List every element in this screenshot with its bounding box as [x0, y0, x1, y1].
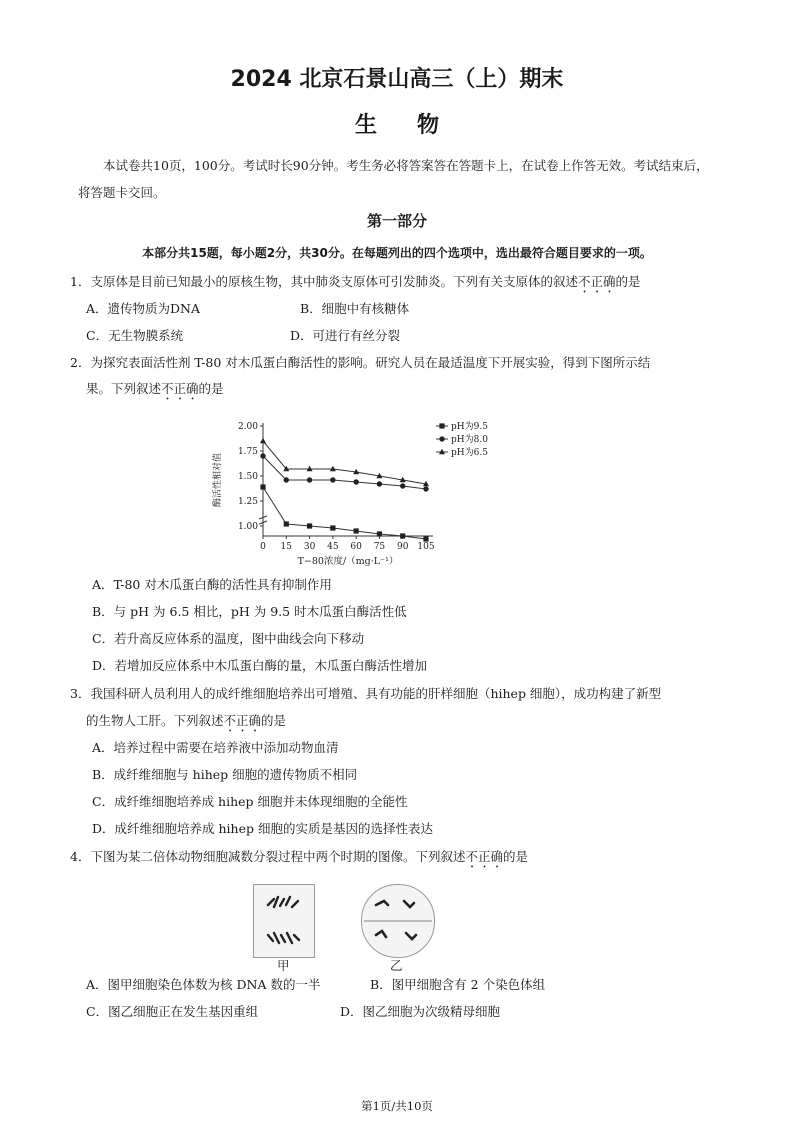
emphasis-mark: 不正确 — [577, 274, 616, 289]
legend-label: pH为6.5 — [451, 448, 488, 458]
enzyme-activity-chart — [208, 408, 508, 568]
question-3-stem-line1: 3．我国科研人员利用人的成纤维细胞培养出可增殖、具有功能的肝样细胞（hihep 细胞），成功构建了新型 — [70, 686, 662, 701]
y-ticks — [238, 422, 263, 532]
series-lines — [260, 438, 429, 542]
question-2-stem-line1: 2．为探究表面活性剂 T-80 对木瓜蛋白酶活性的影响。研究人员在最适温度下开展实验，得到下图所示结 — [70, 355, 651, 370]
data-point — [354, 528, 359, 533]
q2-option-c: C．若升高反应体系的温度，图中曲线会向下移动 — [92, 631, 365, 646]
x-tick-label: 30 — [303, 542, 316, 552]
legend-label: pH为9.5 — [451, 422, 488, 432]
q3-option-d: D．成纤维细胞培养成 hihep 细胞的实质是基因的选择性表达 — [92, 821, 433, 836]
y-tick-label: 1.25 — [237, 497, 258, 507]
data-point — [377, 531, 382, 536]
q1-option-b: B．细胞中有核糖体 — [300, 301, 410, 316]
x-tick-label: 45 — [327, 542, 339, 552]
y-tick-label: 1.75 — [237, 447, 258, 457]
data-point — [377, 481, 382, 486]
y-axis-label: 酶活性相对值 — [213, 452, 223, 508]
data-point — [330, 477, 335, 482]
data-point — [400, 533, 405, 538]
data-point — [284, 477, 289, 482]
q2-option-b: B．与 pH 为 6.5 相比，pH 为 9.5 时木瓜蛋白酶活性低 — [92, 604, 407, 619]
part-instructions: 本部分共15题，每小题2分，共30分。在每题列出的四个选项中，选出最符合题目要求的一项。 — [142, 246, 652, 260]
part-title: 第一部分 — [366, 212, 427, 230]
q2-option-d: D．若增加反应体系中木瓜蛋白酶的量，木瓜蛋白酶活性增加 — [92, 658, 428, 673]
q3-option-c: C．成纤维细胞培养成 hihep 细胞并未体现细胞的全能性 — [92, 794, 408, 809]
q4-option-c: C．图乙细胞正在发生基因重组 — [86, 1004, 259, 1019]
chromosome-figure-jia — [254, 885, 314, 957]
x-axis-label: T−80浓度/（mg·L⁻¹） — [297, 556, 399, 567]
chart-svg — [208, 408, 508, 568]
q4-option-a: A．图甲细胞染色体数为核 DNA 数的一半 — [86, 977, 321, 992]
data-point — [423, 486, 428, 491]
data-point — [330, 525, 335, 530]
chart-legend — [436, 420, 488, 458]
question-4-stem: 4．下图为某二倍体动物细胞减数分裂过程中两个时期的图像。下列叙述不正确的是 — [70, 849, 528, 864]
q1-option-d: D．可进行有丝分裂 — [290, 328, 401, 343]
series-line — [263, 487, 426, 539]
q2-option-a: A．T-80 对木瓜蛋白酶的活性具有抑制作用 — [92, 577, 332, 592]
exam-instructions: 本试卷共10页，100分。考试时长90分钟。考生务必将答案答在答题卡上，在试卷上作答无效。考试结束后，将答题卡交回。 — [78, 158, 709, 200]
data-point — [400, 483, 405, 488]
cell-image-jia — [253, 884, 315, 958]
x-tick-label: 0 — [260, 542, 266, 552]
q1-option-a: A．遗传物质为DNA — [86, 301, 201, 316]
subject-title: 生物 — [354, 113, 479, 138]
q1-option-c: C．无生物膜系统 — [86, 328, 184, 343]
x-tick-label: 75 — [373, 542, 386, 552]
data-point — [353, 479, 358, 484]
data-point — [260, 438, 266, 444]
question-3-stem-line2: 的生物人工肝。下列叙述不正确的是 — [86, 713, 287, 728]
data-point — [284, 521, 289, 526]
cell-image-yi — [361, 884, 435, 958]
q3-option-a: A．培养过程中需要在培养液中添加动物血清 — [92, 740, 339, 755]
x-tick-label: 15 — [280, 542, 293, 552]
legend-marker — [439, 423, 444, 428]
y-tick-label: 1.50 — [237, 472, 258, 482]
x-tick-label: 105 — [417, 542, 435, 552]
series-line — [263, 441, 426, 484]
x-ticks — [260, 536, 435, 552]
y-tick-label: 1.00 — [237, 522, 258, 532]
page-number: 第1页/共10页 — [361, 1099, 433, 1113]
figure-label-yi: 乙 — [390, 958, 403, 973]
q4-option-b: B．图甲细胞含有 2 个染色体组 — [370, 977, 546, 992]
chromosome-figure-yi — [362, 885, 434, 957]
legend-marker — [439, 436, 444, 441]
data-point — [260, 453, 265, 458]
data-point — [423, 536, 428, 541]
emphasis-mark: 不正确 — [223, 713, 262, 728]
q3-option-b: B．成纤维细胞与 hihep 细胞的遗传物质不相同 — [92, 767, 358, 782]
emphasis-mark: 不正确 — [465, 849, 503, 864]
data-point — [260, 484, 265, 489]
exam-title: 2024 北京石景山高三（上）期末 — [230, 67, 564, 92]
figure-label-jia: 甲 — [277, 958, 290, 973]
legend-label: pH为8.0 — [451, 435, 488, 445]
question-2-stem-line2: 果。下列叙述不正确的是 — [86, 381, 224, 396]
x-tick-label: 90 — [396, 542, 409, 552]
data-point — [307, 477, 312, 482]
data-point — [307, 523, 312, 528]
emphasis-mark: 不正确 — [161, 381, 199, 396]
x-tick-label: 60 — [350, 542, 362, 552]
q4-option-d: D．图乙细胞为次级精母细胞 — [340, 1004, 501, 1019]
question-1-stem: 1．支原体是目前已知最小的原核生物，其中肺炎支原体可引发肺炎。下列有关支原体的叙述不正确的是 — [70, 274, 641, 289]
y-tick-label: 2.00 — [237, 422, 258, 432]
